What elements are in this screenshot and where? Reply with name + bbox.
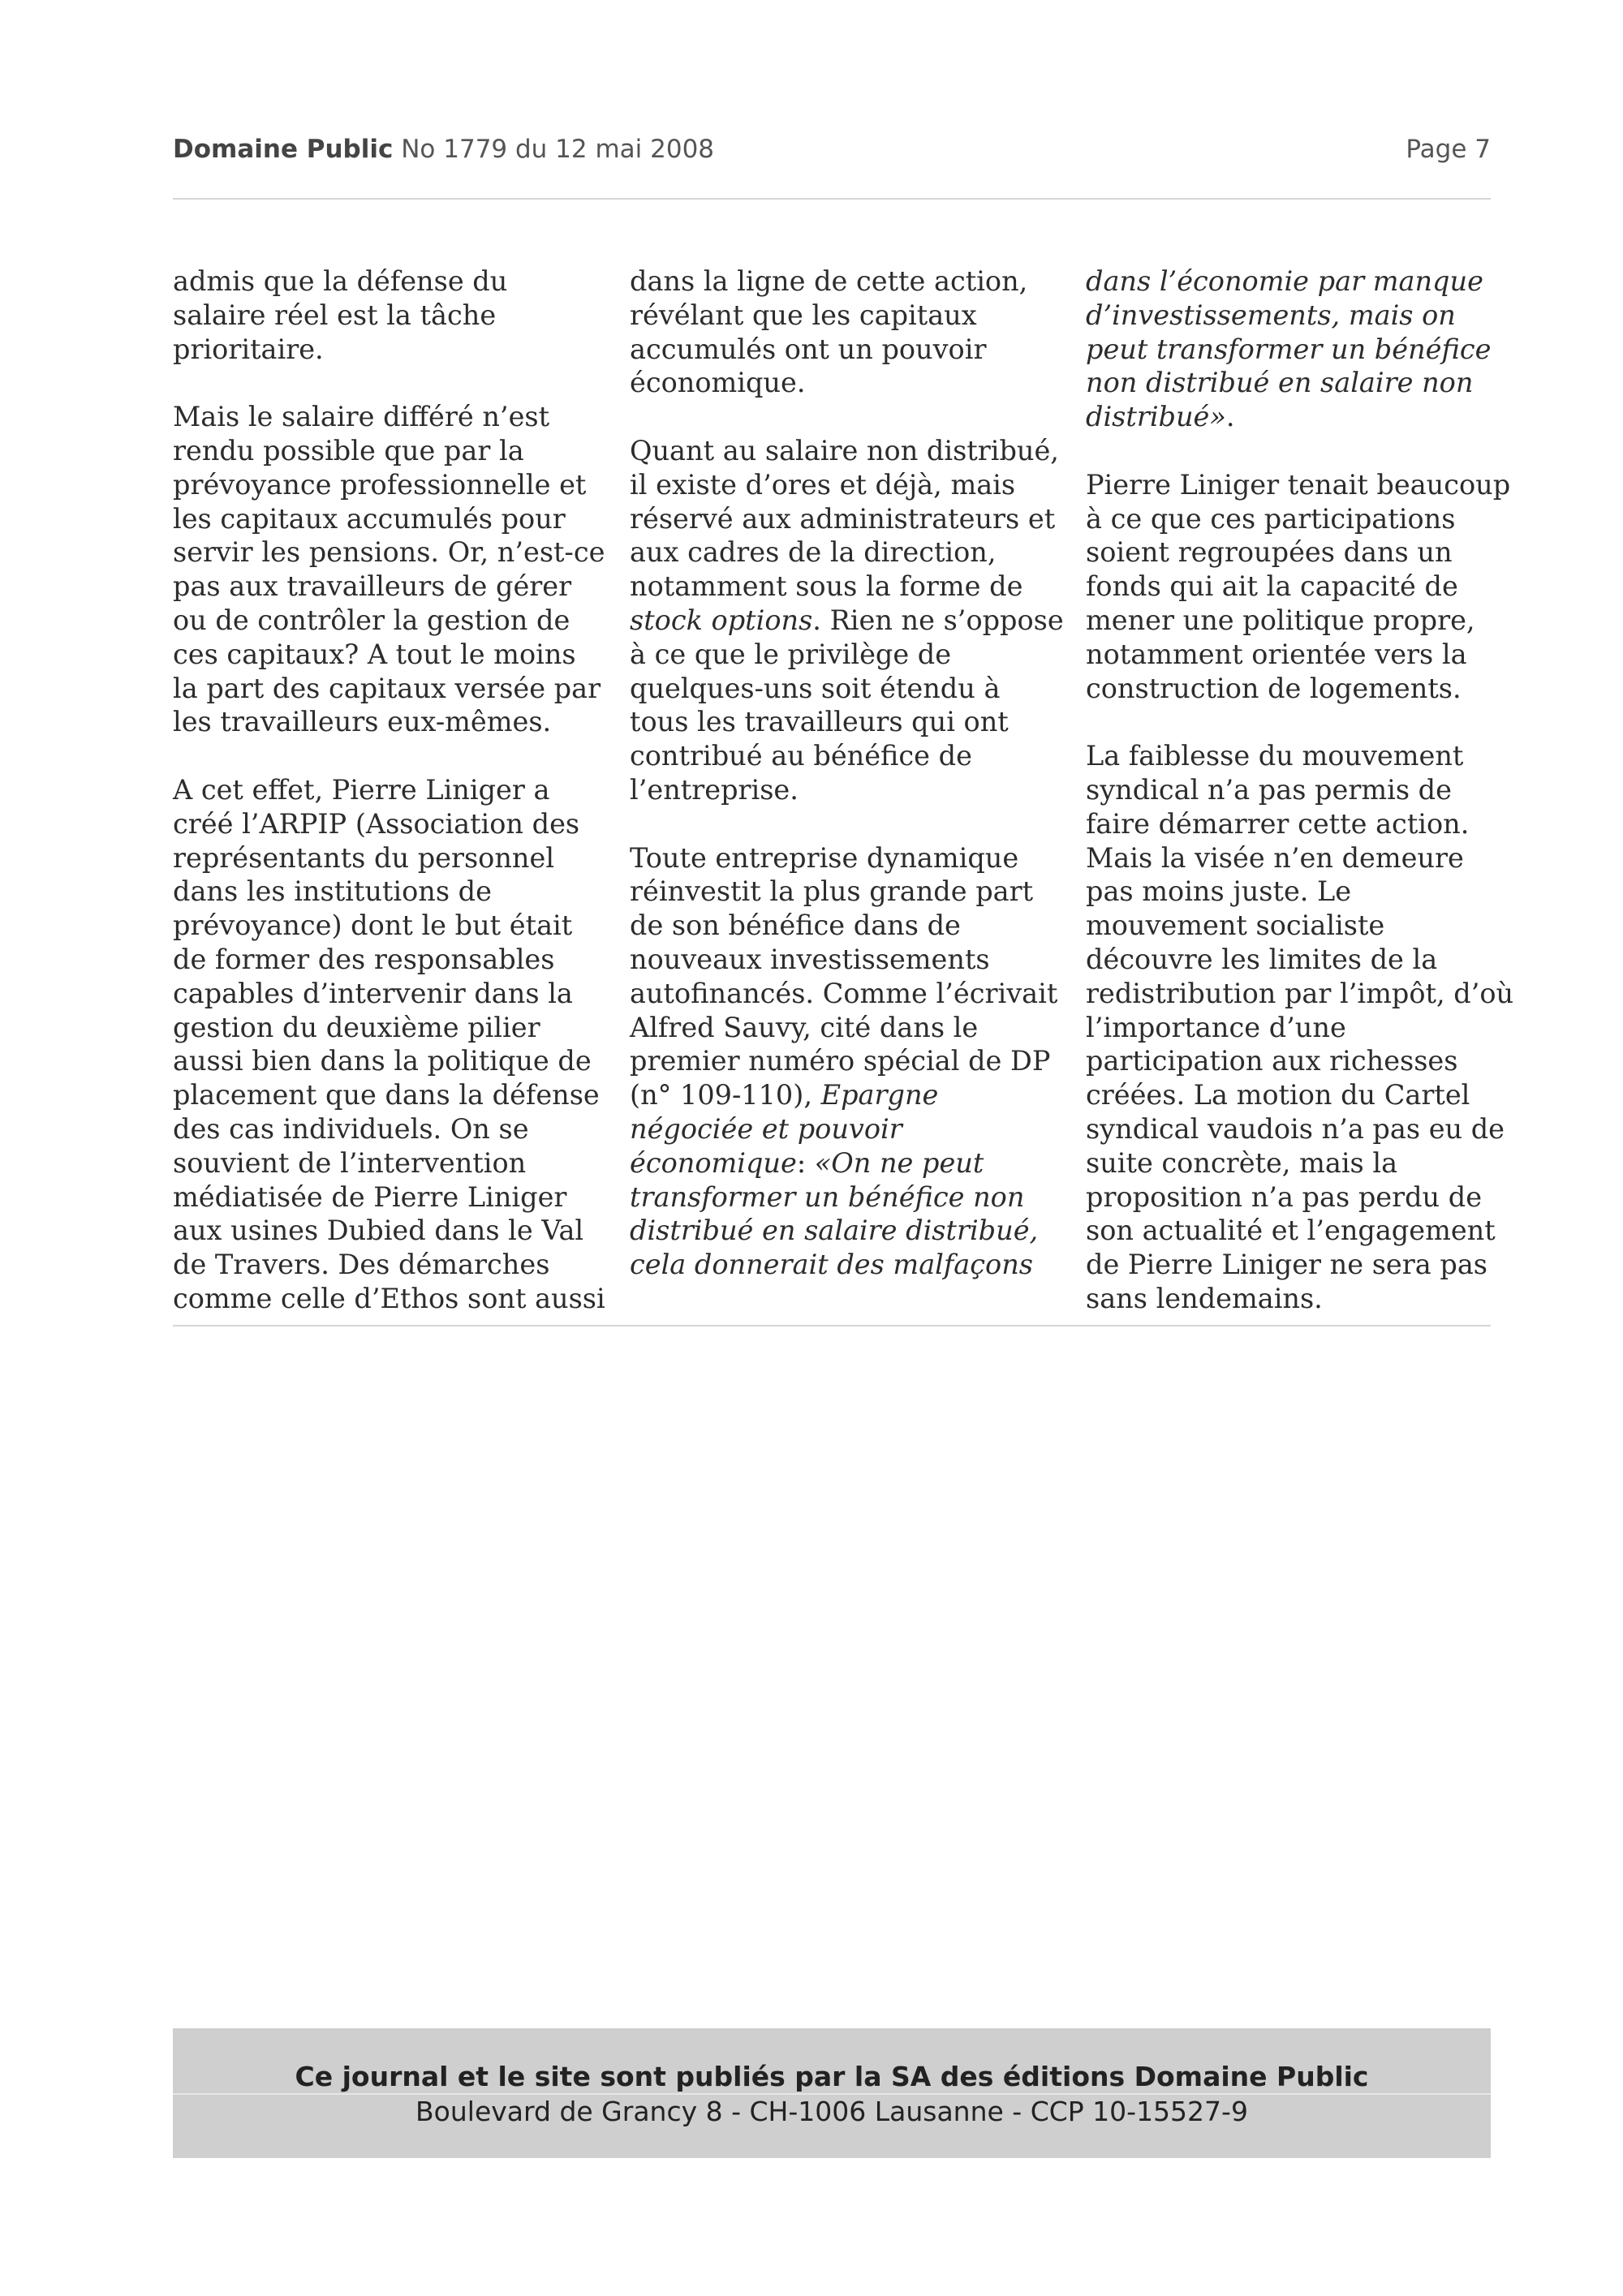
publisher-address: Boulevard de Grancy 8 - CH-1006 Lausanne - CCP 10-15527-9: [415, 2096, 1248, 2127]
text-run: . Rien ne s’oppose à ce que le privilège de quelques-uns soit étendu à tous les travailleurs qui ont contribué au bénéfice de l’entreprise.: [630, 604, 1064, 806]
issue-info: No 1779 du 12 mai 2008: [401, 135, 715, 164]
text-run: Quant au salaire non distribué, il existe d’ores et déjà, mais réservé aux administrateurs et aux cadres de la direction, notamment sous la forme de: [630, 434, 1059, 603]
paragraph: [1086, 264, 1516, 434]
paragraph: La faiblesse du mouvement syndical n’a pas permis de faire démarrer cette action. Mais la visée n’en demeure pas moins juste. Le mouvement socialiste découvre les limites de la redistribution par l’impôt, d’où l’importance d’une participation aux richesses créées. La motion du Cartel syndical vaudois n’a pas eu de suite concrète, mais la proposition n’a pas perdu de son actualité et l’engagement de Pierre Liniger ne sera pas sans lendemains.: [1086, 740, 1514, 1314]
italic-quote: dans l’économie par manque d’investissements, mais on peut transformer un bénéfice non distribué en salaire non distribué»: [1086, 265, 1492, 433]
italic-quote: «On ne peut transformer un bénéfice non distribué en salaire distribué, cela donnerait des malfaçons: [630, 1146, 1039, 1281]
header-left: [173, 135, 714, 164]
paragraph: dans la ligne de cette action, révélant que les capitaux accumulés ont un pouvoir économique.: [630, 265, 1028, 399]
article-end-divider: [173, 1325, 1491, 1326]
paragraph: [630, 841, 1064, 1282]
paragraph: A cet effet, Pierre Liniger a créé l’ARPIP (Association des représentants du personnel dans les institutions de prévoyance) dont le but était de former des responsables capables d’intervenir dans la gestion du deuxième pilier aussi bien dans la politique de placement que dans la défense des cas individuels. On se souvient de l’intervention médiatisée de Pierre Liniger aux usines Dubied dans le Val de Travers. Des démarches comme celle d’Ethos sont aussi: [173, 773, 605, 1314]
publisher-footer: [173, 2028, 1491, 2158]
page-number: Page 7: [1406, 135, 1491, 164]
page-header: [173, 135, 1491, 172]
column-3: [1086, 264, 1516, 1316]
article-body: [173, 264, 1514, 1314]
paragraph: Pierre Liniger tenait beaucoup à ce que ces participations soient regroupées dans un fonds qui ait la capacité de mener une politique propre, notamment orientée vers la construction de logements.: [1086, 468, 1511, 704]
column-2: [630, 264, 1064, 1282]
publisher-statement: Ce journal et le site sont publiés par la SA des éditions Domaine Public: [295, 2061, 1369, 2092]
text-run: :: [796, 1146, 815, 1179]
header-divider: [173, 198, 1491, 200]
italic-term: stock options: [630, 604, 813, 636]
text-run: Toute entreprise dynamique réinvestit la plus grande part de son bénéfice dans de nouveaux investissements autofinancés. Comme l’écrivait Alfred Sauvy, cité dans le premier numéro spécial de DP (n° 109-110),: [630, 841, 1058, 1111]
footer-divider: [173, 2093, 1491, 2095]
column-1: [173, 264, 607, 1316]
italic-title: Epargne négociée et pouvoir économique: [630, 1079, 939, 1179]
text-run: .: [1225, 401, 1235, 433]
publication-name: Domaine Public: [173, 135, 394, 164]
paragraph: Mais le salaire différé n’est rendu possible que par la prévoyance professionnelle et les capitaux accumulés pour servir les pensions. Or, n’est-ce pas aux travailleurs de gérer ou de contrôler la gestion de ces capitaux? A tout le moins la part des capitaux versée par les travailleurs eux-mêmes.: [173, 401, 605, 738]
paragraph: admis que la défense du salaire réel est la tâche prioritaire.: [173, 265, 508, 365]
paragraph: [630, 434, 1064, 807]
